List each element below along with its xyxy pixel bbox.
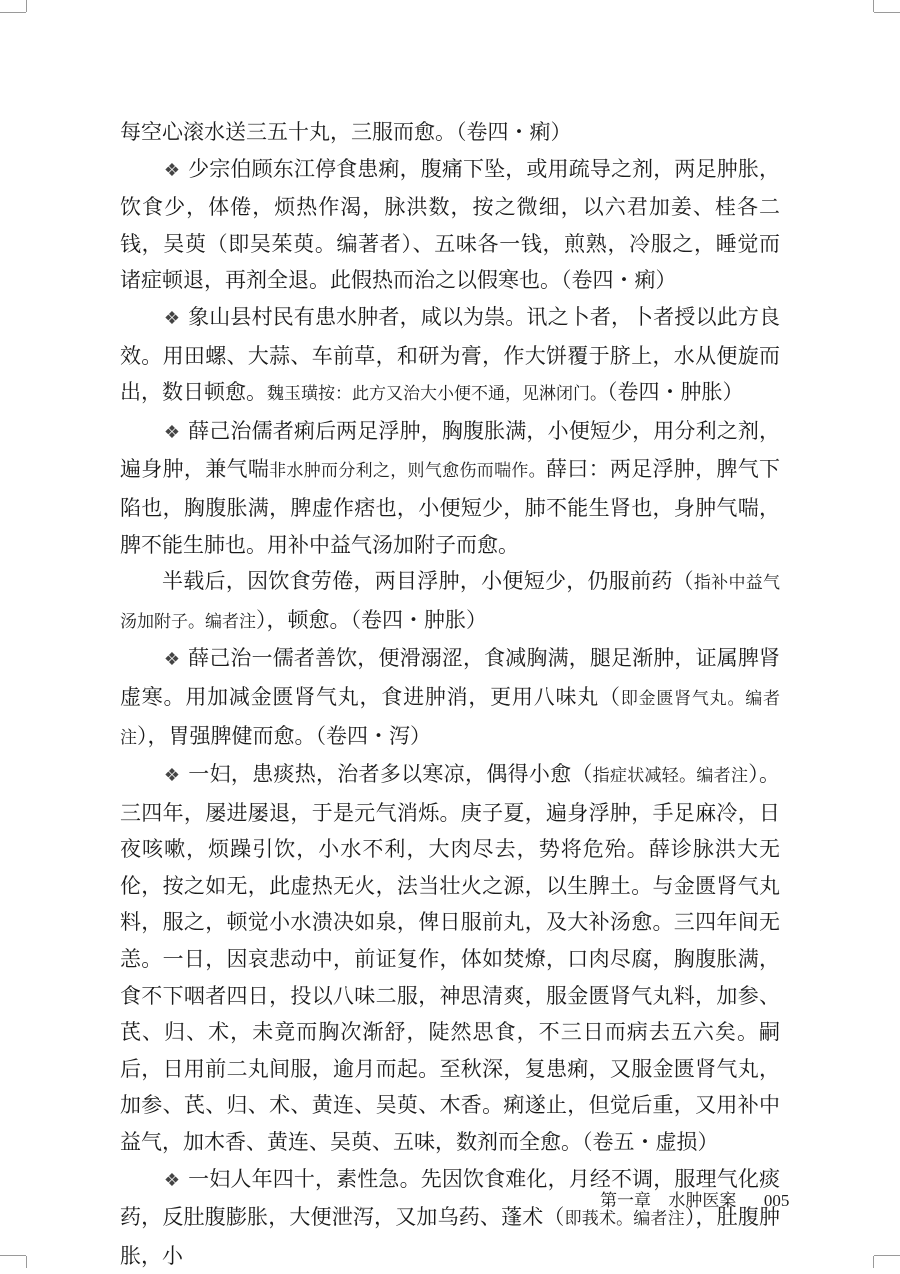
crop-mark [874,1255,900,1256]
body-text: ），胃强脾健而愈。（卷四・泻） [137,723,431,748]
diamond-bullet-icon: ❖ [163,159,181,181]
case-paragraph [120,563,780,640]
crop-mark [0,12,26,13]
annotation-note: 即莪术。编者注 [564,1209,685,1230]
case-paragraph [120,640,780,756]
body-text: ），肚腹肿胀，小 [120,1205,780,1268]
case-paragraph [120,151,780,299]
page-number: 005 [763,1191,790,1210]
case-paragraph [120,413,780,563]
footer-chapter: 第一章 [600,1191,651,1211]
crop-mark [0,1255,26,1256]
annotation-note: 指症状减轻。编者注 [592,766,749,787]
body-text: 象山县村民有患水肿者，咸以为祟。讯之卜者，卜者授以此方良效。用田螺、大蒜、车前草，和研为膏，作大饼覆于脐上，水从便旋而出，数日顿愈。 [120,304,780,405]
body-text: ）。三四年，屡进屡退，于是元气消烁。庚子夏，遍身浮肿，手足麻冷，日夜咳嗽，烦躁引饮，小水不利，大肉尽去，势将危殆。薛诊脉洪大无伦，按之如无，此虚热无火，法当壮火之源，以生脾土。与金匮肾气丸料，服之，顿觉小水溃决如泉，俾日服前丸，及大补汤愈。三四年间无恙。一日，因哀悲动中，前证复作，体如焚燎，口肉尽腐，胸腹胀满，食不下咽者四日，投以八味二服，神思清爽，服金匮肾气丸料，加参、芪、归、术，未竟而胸次渐舒，陡然思食，不三日而病去五六矣。嗣后，日用前二丸间服，逾月而起。至秋深，复患痢，又服金匮肾气丸，加参、芪、归、术、黄连、吴萸、木香。痢遂止，但觉后重，又用补中益气，加木香、黄连、吴萸、五味，数剂而全愈。（卷五・虚损） [120,762,781,1155]
crop-mark [873,1256,874,1268]
case-paragraph [120,1161,780,1274]
body-text: （卷四・肿胀） [607,380,744,405]
body-text: 一妇，患痰热，治者多以寒凉，偶得小愈（ [188,762,593,787]
diamond-bullet-icon: ❖ [163,649,181,671]
diamond-bullet-icon: ❖ [163,421,181,443]
body-text: ），顿愈。（卷四・肿胀） [256,607,487,632]
diamond-bullet-icon: ❖ [163,307,181,329]
body-text: 每空心滚水送三五十丸，三服而愈。（卷四・痢） [120,120,572,144]
annotation-note: 指补中益气汤加附子。编者注 [120,573,781,632]
page-footer [600,1186,800,1211]
footer-section: 水肿医案 [668,1191,737,1211]
body-text: 半载后，因饮食劳倦，两目浮肿，小便短少，仍服前药（ [162,569,694,594]
crop-mark [874,12,900,13]
body-text: 少宗伯顾东江停食患痢，腹痛下坠，或用疏导之剂，两足肿胀，饮食少，体倦，烦热作渴，脉洪数，按之微细，以六君加姜、桂各二钱，吴萸（即吴茱萸。编著者）、五味各一钱，煎熟，冷服之，睡觉而诸症顿退，再剂全退。此假热而治之以假寒也。（卷四・痢） [120,156,780,293]
body-text: 薛己治儒者痢后两足浮肿，胸腹胀满，小便短少，用分利之剂，遍身肿，兼气喘 [120,418,780,482]
diamond-bullet-icon: ❖ [163,1169,181,1191]
case-paragraph [120,756,780,1161]
crop-mark [873,0,874,12]
annotation-note: 魏玉璜按：此方又治大小便不通，见淋闭门。 [267,384,607,405]
page-body [120,114,780,1274]
annotation-note: 即金匮肾气丸。编者注 [120,688,781,748]
body-text: 一妇人年四十，素性急。先因饮食难化，月经不调，服理气化痰药，反肚腹膨胀，大便泄泻，又加乌药、蓬术（ [120,1166,780,1230]
body-text: 薛己治一儒者善饮，便滑溺涩，食减胸满，腿足渐肿，证属脾肾虚寒。用加减金匮肾气丸，食进肿消，更用八味丸（ [120,646,780,709]
body-text: 薛曰：两足浮肿，脾气下陷也，胸腹胀满，脾虚作痞也，小便短少，肺不能生肾也，身肿气喘，脾不能生肺也。用补中益气汤加附子而愈。 [120,457,781,557]
case-paragraph [120,299,780,413]
crop-mark [26,0,27,12]
crop-mark [26,1256,27,1268]
case-paragraph [120,114,780,151]
annotation-note: 非水肿而分利之，则气愈伤而喘作。 [269,461,546,482]
diamond-bullet-icon: ❖ [163,765,181,787]
